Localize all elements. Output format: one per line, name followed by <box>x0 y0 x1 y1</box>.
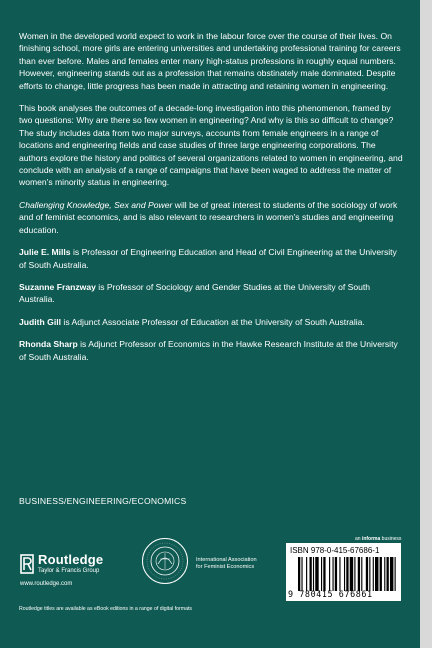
author-name: Rhonda Sharp <box>19 339 78 350</box>
ebook-note: Routledge titles are available as eBook editions in a range of digital formats <box>19 606 193 612</box>
blurb-paragraph-3-rest: will be of great interest to students of the sociology of work and of feminist economics, and is also relevant to researchers in women's studies and engineering education. <box>19 199 398 235</box>
barcode-icon <box>298 557 398 591</box>
barcode-digits: 9 780415 676861 <box>288 589 373 599</box>
author-bio-2 <box>19 281 403 306</box>
blurb <box>19 30 403 373</box>
author-bio-1 <box>19 246 403 271</box>
subject-category: BUSINESS/ENGINEERING/ECONOMICS <box>19 496 187 506</box>
author-bio-4 <box>19 338 403 363</box>
blurb-paragraph-3 <box>19 199 403 236</box>
informa-suffix: business <box>380 536 402 542</box>
iaffe-name <box>196 557 286 571</box>
informa-brand: informa <box>361 536 381 542</box>
author-name: Judith Gill <box>19 316 62 327</box>
barcode-panel <box>286 543 401 601</box>
author-name: Suzanne Franzway <box>19 281 96 292</box>
author-bio-text: is Adjunct Professor of Economics in the Hawke Research Institute at the University of South Australia. <box>19 339 398 362</box>
author-bio-text: is Professor of Sociology and Gender Studies at the University of South Australia. <box>19 281 371 305</box>
book-title: Challenging Knowledge, Sex and Power <box>19 199 173 210</box>
author-name: Julie E. Mills <box>19 247 71 258</box>
publisher-group: Taylor & Francis Group <box>38 568 100 574</box>
informa-business-mark <box>355 536 401 542</box>
blurb-paragraph-2: This book analyses the outcomes of a decade-long investigation into this phenomenon, framed by two questions: Why are there so few women in engineering? And why is this so difficult to change? The study includes data from two major surveys, accounts from female engineers in a range of locations and engineering fields and case studies of three large engineering corporations. The authors explore the history and politics of several organizations related to women in engineering, and conclude with an analysis of a range of campaigns that have been waged to address the matter of women's minority status in engineering. <box>19 103 403 188</box>
author-bio-3 <box>19 316 403 328</box>
publisher-url: www.routledge.com <box>20 581 73 587</box>
isbn-label: ISBN 978-0-415-67686-1 <box>290 546 380 555</box>
iaffe-line-2: for Feminist Economics <box>196 563 255 570</box>
author-bio-text: is Professor of Engineering Education and Head of Civil Engineering at the University of South Australia. <box>19 247 397 270</box>
blurb-paragraph-1: Women in the developed world expect to work in the labour force over the course of their lives. On finishing school, more girls are entering universities and undertaking professional training for careers than ever before. Males and females enter many high-status professions in roughly equal numbers. However, engineering stands out as a profession that remains obstinately male dominated. Despite efforts to change, little progress has been made in attracting and retaining women in engineering. <box>19 31 401 91</box>
iaffe-line-1: International Association <box>196 557 257 563</box>
informa-prefix: an <box>355 536 362 542</box>
page-edge <box>420 0 432 648</box>
author-bio-text: is Adjunct Associate Professor of Education at the University of South Australia. <box>61 316 365 327</box>
routledge-r-icon <box>20 554 34 574</box>
iaffe-seal-icon <box>141 537 189 585</box>
publisher-name: Routledge <box>38 552 104 567</box>
